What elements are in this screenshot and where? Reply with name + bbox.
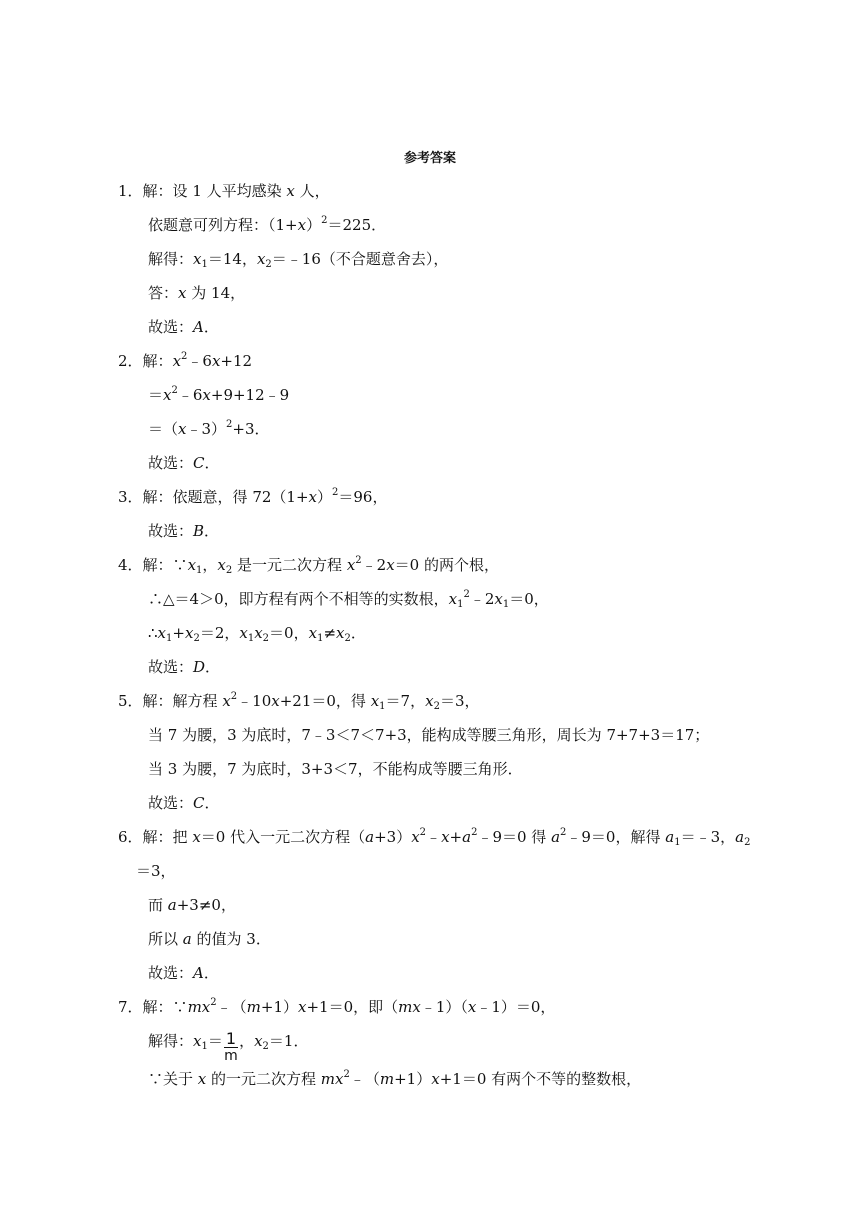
q2-number: 2．	[118, 352, 143, 370]
page-title: 参考答案	[403, 151, 456, 166]
q7-line-2: 解得：$x_1=$ $\frac{1}{m}$ ，$x_2=1$．	[148, 1029, 309, 1064]
q6-line-2: ＝3，	[136, 862, 176, 880]
q4-line-3: $\therefore x_1+x_2=2$，$x_1x_2=0$，$x_1\ne x_2$．	[148, 624, 366, 644]
q6-line-3: 而 a+3≠0，	[148, 896, 236, 914]
q2-line-1: 2．解：$x^2﹣6x+12$	[118, 351, 253, 370]
q1-line-1: 1．解：设 1 人平均感染 x 人，	[118, 182, 330, 200]
q4-number: 4．	[118, 556, 143, 574]
q1-line-3: 解得：$x_1=14$，$x_2=﹣16$（不合题意舍去），	[148, 250, 449, 270]
fraction-denominator: m	[224, 1048, 238, 1064]
q4-line-1: 4．解：$\because x_1$，$x_2$ 是一元二次方程 $x^2﹣2x=0$ 的两个根，	[118, 555, 499, 576]
q3-line-1: 3．解：依题意，得 $72(1+x)^2=96$，	[118, 487, 388, 506]
q5-line-4: 故选：C．	[148, 794, 220, 812]
q4-line-2: ∴△＝4＞0，即方程有两个不相等的实数根，$x_1^2﹣2x_1=0$，	[148, 589, 549, 610]
q2-line-3: ＝（x﹣3）$^2$+3．	[148, 419, 270, 438]
q5-line-3: 当 3 为腰，7 为底时，3+3＜7，不能构成等腰三角形．	[148, 760, 523, 778]
q7-line-3: ∵关于 x 的一元二次方程 $mx^2﹣(m+1)x+1=0$ 有两个不等的整数根，	[148, 1069, 642, 1088]
q7-line-1: 7．解：$\because mx^2﹣(m+1)x+1=0$，即（mx﹣1）（x﹣1）＝0，	[118, 997, 556, 1016]
q1-line-4: 答：x 为 14，	[148, 284, 246, 302]
q6-line-1: 6．解：把 x＝0 代入一元二次方程$(a+3)x^2﹣x+a^2﹣9=0$ 得 $a^2﹣9=0$，解得 $a_1=﹣3$，$a_2$	[118, 827, 751, 848]
fraction-one-over-m	[224, 1031, 238, 1064]
q2-line-4: 故选：C．	[148, 454, 220, 472]
q1-line-2: 依题意可列方程：$(1+x)^2=225$．	[148, 215, 387, 234]
q1-number: 1．	[118, 182, 143, 200]
q3-number: 3．	[118, 488, 143, 506]
q6-number: 6．	[118, 828, 143, 846]
fraction-numerator: 1	[225, 1029, 237, 1048]
q5-line-1: 5．解：解方程 $x^2﹣10x+21=0$，得 $x_1=7$，$x_2=3$，	[118, 691, 480, 712]
q5-line-2: 当 7 为腰，3 为底时，7﹣3＜7＜7+3，能构成等腰三角形，周长为 7+7+3＝17；	[148, 726, 710, 744]
q5-number: 5．	[118, 692, 143, 710]
q4-line-4: 故选：D．	[148, 658, 221, 676]
q7-number: 7．	[118, 998, 143, 1016]
q6-line-5: 故选：A．	[148, 964, 219, 982]
q1-line-5: 故选：A．	[148, 318, 219, 336]
q6-line-4: 所以 a 的值为 3．	[148, 930, 271, 948]
q3-line-2: 故选：B．	[148, 522, 220, 540]
q2-line-2: $=x^2﹣6x+9+12﹣9$	[148, 385, 290, 404]
